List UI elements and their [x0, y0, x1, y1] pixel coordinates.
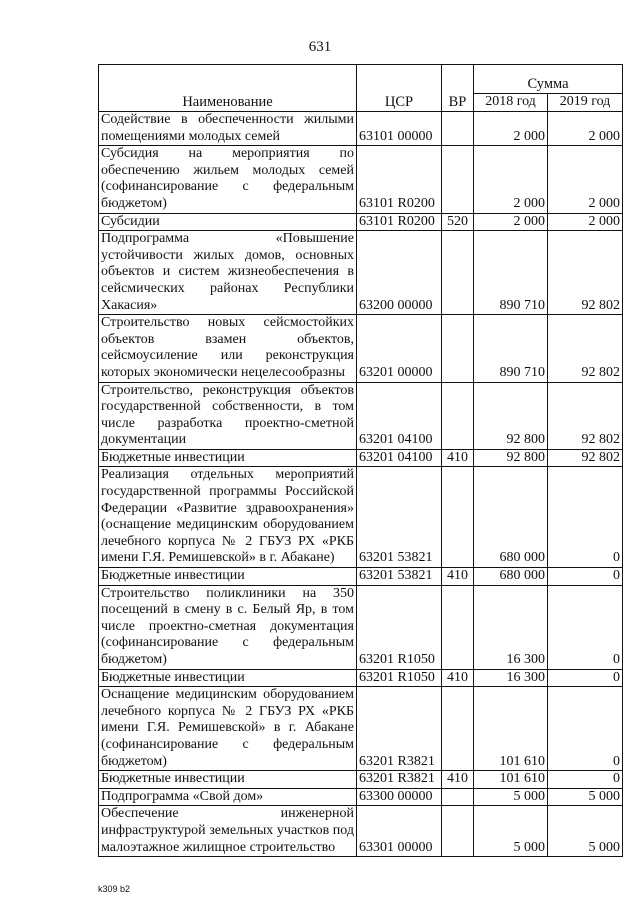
row-csr-code: 63301 00000	[357, 806, 442, 857]
row-vr-code	[442, 315, 474, 382]
table-body	[99, 112, 623, 857]
table-row	[99, 382, 623, 449]
table-row	[99, 231, 623, 315]
row-sum-2018: 92 800	[474, 382, 548, 449]
table-row	[99, 449, 623, 467]
row-csr-code: 63101 R0200	[357, 146, 442, 213]
row-vr-code: 410	[442, 669, 474, 687]
row-vr-code	[442, 112, 474, 146]
row-vr-code	[442, 382, 474, 449]
row-sum-2018: 2 000	[474, 112, 548, 146]
table-row	[99, 467, 623, 568]
row-sum-2019: 0	[548, 669, 623, 687]
row-sum-2019: 0	[548, 687, 623, 771]
table-row	[99, 315, 623, 382]
row-name: Строительство, реконструкция объектов государственной собственности, в том числе разработка проектно-сметной документации	[99, 382, 357, 449]
row-name: Субсидия на мероприятия по обеспечению жильем молодых семей (софинансирование с федеральным бюджетом)	[99, 146, 357, 213]
row-name: Субсидии	[99, 213, 357, 231]
row-csr-code: 63201 04100	[357, 449, 442, 467]
row-name: Строительство новых сейсмостойких объектов взамен объектов, сейсмоусиление или реконструкция которых экономически нецелесообразны	[99, 315, 357, 382]
row-vr-code	[442, 585, 474, 669]
row-csr-code: 63300 00000	[357, 788, 442, 806]
table-row	[99, 568, 623, 586]
row-sum-2019: 92 802	[548, 231, 623, 315]
row-sum-2018: 2 000	[474, 213, 548, 231]
page-number: 631	[308, 39, 332, 55]
row-vr-code: 410	[442, 771, 474, 789]
row-vr-code	[442, 806, 474, 857]
row-sum-2018: 890 710	[474, 315, 548, 382]
row-sum-2018: 101 610	[474, 771, 548, 789]
row-name: Подпрограмма «Свой дом»	[99, 788, 357, 806]
row-name: Содействие в обеспеченности жилыми помещениями молодых семей	[99, 112, 357, 146]
row-csr-code: 63201 53821	[357, 467, 442, 568]
row-sum-2018: 2 000	[474, 146, 548, 213]
row-csr-code: 63201 00000	[357, 315, 442, 382]
row-sum-2019: 92 802	[548, 382, 623, 449]
row-csr-code: 63201 04100	[357, 382, 442, 449]
row-csr-code: 63201 R3821	[357, 687, 442, 771]
row-vr-code: 520	[442, 213, 474, 231]
row-sum-2019: 0	[548, 771, 623, 789]
row-name: Подпрограмма «Повышение устойчивости жилых домов, основных объектов и систем жизнеобеспечения в сейсмических районах Республики Хакасия»	[99, 231, 357, 315]
row-sum-2019: 0	[548, 568, 623, 586]
row-name: Обеспечение инженерной инфраструктурой земельных участков под малоэтажное жилищное строительство	[99, 806, 357, 857]
table-row	[99, 669, 623, 687]
row-csr-code: 63201 R1050	[357, 585, 442, 669]
row-sum-2018: 680 000	[474, 467, 548, 568]
row-sum-2018: 92 800	[474, 449, 548, 467]
row-sum-2018: 5 000	[474, 806, 548, 857]
row-sum-2019: 92 802	[548, 315, 623, 382]
table-header	[99, 65, 623, 112]
row-vr-code	[442, 231, 474, 315]
row-name: Бюджетные инвестиции	[99, 771, 357, 789]
row-name: Бюджетные инвестиции	[99, 669, 357, 687]
row-csr-code: 63201 R3821	[357, 771, 442, 789]
header-year-2019: 2019 год	[548, 94, 623, 112]
footer-code: k309 b2	[98, 884, 131, 894]
row-csr-code: 63201 53821	[357, 568, 442, 586]
table-row	[99, 771, 623, 789]
header-year-2018: 2018 год	[474, 94, 548, 112]
row-name: Бюджетные инвестиции	[99, 568, 357, 586]
row-name: Бюджетные инвестиции	[99, 449, 357, 467]
row-sum-2019: 2 000	[548, 146, 623, 213]
row-sum-2018: 680 000	[474, 568, 548, 586]
row-sum-2018: 16 300	[474, 669, 548, 687]
row-csr-code: 63101 00000	[357, 112, 442, 146]
header-sum: Сумма	[474, 65, 623, 94]
row-sum-2019: 0	[548, 467, 623, 568]
row-sum-2019: 5 000	[548, 806, 623, 857]
header-csr: ЦСР	[357, 65, 442, 112]
row-sum-2019: 0	[548, 585, 623, 669]
table-row	[99, 585, 623, 669]
row-sum-2018: 5 000	[474, 788, 548, 806]
row-vr-code: 410	[442, 449, 474, 467]
row-name: Оснащение медицинским оборудованием лечебного корпуса № 2 ГБУЗ РХ «РКБ имени Г.Я. Ремишевской» в г. Абакане (софинансирование с федеральным бюджетом)	[99, 687, 357, 771]
row-csr-code: 63101 R0200	[357, 213, 442, 231]
table-row	[99, 112, 623, 146]
header-name: Наименование	[99, 65, 357, 112]
row-sum-2019: 5 000	[548, 788, 623, 806]
row-sum-2018: 16 300	[474, 585, 548, 669]
row-csr-code: 63200 00000	[357, 231, 442, 315]
row-sum-2019: 2 000	[548, 213, 623, 231]
table-row	[99, 788, 623, 806]
budget-table	[98, 64, 623, 857]
row-vr-code	[442, 788, 474, 806]
row-vr-code	[442, 687, 474, 771]
table-row	[99, 806, 623, 857]
table-row	[99, 213, 623, 231]
row-vr-code	[442, 467, 474, 568]
row-csr-code: 63201 R1050	[357, 669, 442, 687]
row-sum-2019: 92 802	[548, 449, 623, 467]
table-row	[99, 687, 623, 771]
header-vr: ВР	[442, 65, 474, 112]
row-sum-2018: 890 710	[474, 231, 548, 315]
row-sum-2018: 101 610	[474, 687, 548, 771]
table-row	[99, 146, 623, 213]
row-name: Реализация отдельных мероприятий государственной программы Российской Федерации «Развитие здравоохранения» (оснащение медицинским оборудованием лечебного корпуса № 2 ГБУЗ РХ «РКБ имени Г.Я. Ремишевской» в г. Абакане)	[99, 467, 357, 568]
row-sum-2019: 2 000	[548, 112, 623, 146]
row-name: Строительство поликлиники на 350 посещений в смену в с. Белый Яр, в том числе проектно-сметная документация (софинансирование с федеральным бюджетом)	[99, 585, 357, 669]
row-vr-code: 410	[442, 568, 474, 586]
row-vr-code	[442, 146, 474, 213]
